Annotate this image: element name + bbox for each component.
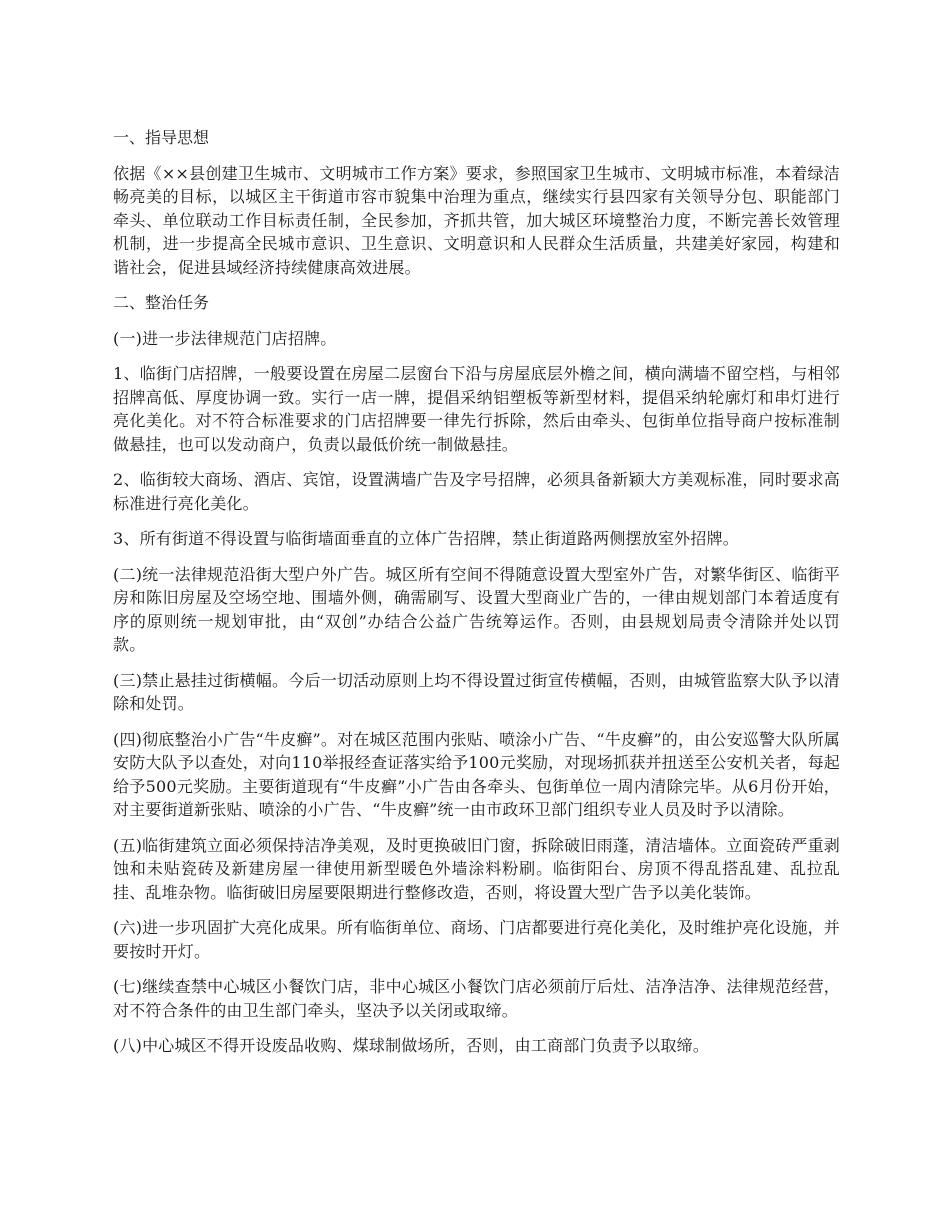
task-subitem-1-2: 2、临街较大商场、酒店、宾馆，设置满墙广告及字号招牌，必须具备新颖大方美观标准，同时要求高标准进行亮化美化。 — [113, 470, 840, 513]
task-subitem-1-3: 3、所有街道不得设置与临街墙面垂直的立体广告招牌，禁止街道路两侧摆放室外招牌。 — [113, 529, 739, 548]
paragraph-guiding-thought: 依据《××县创建卫生城市、文明城市工作方案》要求，参照国家卫生城市、文明城市标准，本着绿洁畅亮美的目标，以城区主干街道市容市貌集中治理为重点，继续实行县四家有关领导分包、职能部门牵头、单位联动工作目标责任制，全民参加，齐抓共管，加大城区环境整治力度，不断完善长效管理机制，进一步提高全民城市意识、卫生意识、文明意识和人民群众生活质量，共建美好家园，构建和谐社会，促进县域经济持续健康高效进展。 — [113, 163, 840, 277]
task-item-4: (四)彻底整治小广告“牛皮癣”。对在城区范围内张贴、喷涂小广告、“牛皮癣”的，由公安巡警大队所属安防大队予以查处，对向110举报经查证落实给予100元奖励，对现场抓获并扭送至公安机关者，每起给予500元奖励。主要街道现有“牛皮癣”小广告由各牵头、包街单位一周内清除完毕。从6月份开始，对主要街道新张贴、喷涂的小广告、“牛皮癣”统一由市政环卫部门组织专业人员及时予以清除。 — [113, 729, 840, 819]
task-item-3: (三)禁止悬挂过街横幅。今后一切活动原则上均不得设置过街宣传横幅，否则，由城管监察大队予以清除和处罚。 — [113, 670, 840, 713]
task-subitem-1-1: 1、临街门店招牌，一般要设置在房屋二层窗台下沿与房屋底层外檐之间，横向满墙不留空档，与相邻招牌高低、厚度协调一致。实行一店一牌，提倡采纳铝塑板等新型材料，提倡采纳轮廓灯和串灯进行亮化美化。对不符合标准要求的门店招牌要一律先行拆除，然后由牵头、包街单位指导商户按标准制做悬挂，也可以发动商户，负责以最低价统一制做悬挂。 — [113, 364, 840, 454]
task-item-6: (六)进一步巩固扩大亮化成果。所有临街单位、商场、门店都要进行亮化美化，及时维护亮化设施，并要按时开灯。 — [113, 918, 840, 961]
document-body — [113, 126, 840, 1070]
task-item-5: (五)临街建筑立面必须保持洁净美观，及时更换破旧门窗，拆除破旧雨蓬，清洁墙体。立面瓷砖严重剥蚀和未贴瓷砖及新建房屋一律使用新型暖色外墙涂料粉刷。临街阳台、房顶不得乱搭乱建、乱拉乱挂、乱堆杂物。临街破旧房屋要限期进行整修改造，否则，将设置大型广告予以美化装饰。 — [113, 835, 840, 902]
task-item-7: (七)继续查禁中心城区小餐饮门店，非中心城区小餐饮门店必须前厅后灶、洁净洁净、法律规范经营，对不符合条件的由卫生部门牵头，坚决予以关闭或取缔。 — [113, 977, 840, 1020]
task-item-8: (八)中心城区不得开设废品收购、煤球制做场所，否则，由工商部门负责予以取缔。 — [113, 1036, 710, 1055]
section-heading-guiding-thought: 一、指导思想 — [113, 128, 210, 147]
task-item-1: (一)进一步法律规范门店招牌。 — [113, 328, 337, 348]
task-item-2: (二)统一法律规范沿街大型户外广告。城区所有空间不得随意设置大型室外广告，对繁华街区、临街平房和陈旧房屋及空场空地、围墙外侧，确需刷写、设置大型商业广告的，一律由规划部门本着适度有序的原则统一规划审批，由“双创”办结合公益广告统筹运作。否则，由县规划局责令清除并处以罚款。 — [113, 564, 840, 654]
section-heading-tasks: 二、整治任务 — [113, 293, 210, 312]
